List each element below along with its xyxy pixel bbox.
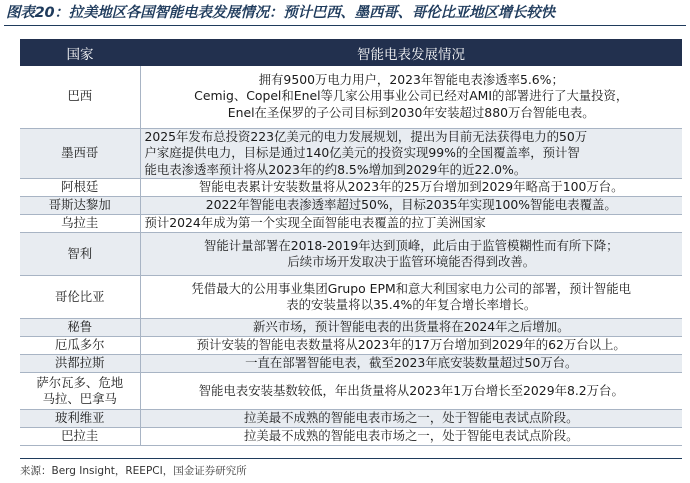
development-text-line: 凭借最大的公用事业集团Grupo EPM和意大利国家电力公司的部署，预计智能电	[191, 280, 632, 296]
title-divider	[4, 25, 686, 26]
country-cell	[20, 373, 140, 410]
development-cell	[140, 410, 682, 428]
country-name: 秘鲁	[67, 319, 93, 335]
table-row	[20, 233, 682, 276]
development-cell	[140, 215, 682, 233]
development-text-line: 预计安装的智能电表数量将从2023年的17万台增加到2029年的62万台以上。	[196, 337, 626, 353]
country-cell	[20, 66, 140, 128]
development-cell	[140, 276, 682, 319]
table-row	[20, 179, 682, 197]
table-body	[20, 66, 682, 446]
country-name: 洪都拉斯	[54, 355, 105, 371]
development-text-line: Enel在圣保罗的子公司目标到2030年安装超过880万台智能电表。	[227, 105, 595, 121]
table-row	[20, 66, 682, 128]
development-cell	[140, 128, 682, 179]
country-cell	[20, 319, 140, 337]
figure-title: 图表20：拉美地区各国智能电表发展情况：预计巴西、墨西哥、哥伦比亚地区增长较快	[6, 5, 555, 21]
development-cell	[140, 233, 682, 276]
country-name: 萨尔瓦多、危地	[36, 374, 124, 390]
table-header-row	[20, 39, 682, 66]
development-cell	[140, 355, 682, 373]
country-cell	[20, 215, 140, 233]
development-text-line: 表的安装量将以35.4%的年复合增长率增长。	[286, 297, 537, 313]
table-row	[20, 197, 682, 215]
smart-meter-table	[20, 39, 682, 446]
development-cell	[140, 197, 682, 215]
country-name: 阿根廷	[61, 179, 99, 195]
table-row	[20, 355, 682, 373]
development-text-line: Cemig、Copel和Enel等几家公用事业公司已经对AMI的部署进行了大量投资，	[194, 88, 629, 104]
table-row	[20, 373, 682, 410]
country-cell	[20, 410, 140, 428]
table-row	[20, 276, 682, 319]
table-row	[20, 128, 682, 179]
development-text-line: 智能电表累计安装数量将从2023年的25万台增加到2029年略高于100万台。	[198, 179, 624, 195]
country-cell	[20, 233, 140, 276]
country-name: 哥斯达黎加	[48, 197, 111, 213]
table-row	[20, 410, 682, 428]
development-cell	[140, 373, 682, 410]
country-name: 玻利维亚	[54, 410, 105, 426]
country-name: 墨西哥	[61, 145, 99, 161]
country-cell	[20, 128, 140, 179]
country-cell	[20, 276, 140, 319]
development-text-line: 2025年发布总投资223亿美元的电力发展规划，提出为目前无法获得电力的50万	[144, 128, 588, 144]
source-note: 来源：Berg Insight，REEPCI，国金证券研究所	[20, 465, 247, 477]
development-text-line: 拥有9500万电力用户，2023年智能电表渗透率5.6%；	[258, 71, 564, 87]
header-content: 智能电表发展情况	[140, 39, 682, 66]
country-name: 巴西	[67, 88, 93, 104]
country-cell	[20, 428, 140, 446]
bottom-divider	[20, 458, 682, 459]
country-name: 乌拉圭	[61, 215, 99, 231]
country-name: 厄瓜多尔	[54, 337, 105, 353]
development-cell	[140, 66, 682, 128]
development-cell	[140, 179, 682, 197]
development-cell	[140, 319, 682, 337]
development-text-line: 后续市场开发取决于监管环境能否得到改善。	[287, 254, 536, 270]
development-text-line: 预计2024年成为第一个实现全面智能电表覆盖的拉丁美洲国家	[144, 215, 486, 231]
header-country: 国家	[20, 39, 140, 66]
country-cell	[20, 197, 140, 215]
country-cell	[20, 355, 140, 373]
development-text-line: 拉美最不成熟的智能电表市场之一，处于智能电表试点阶段。	[243, 428, 579, 444]
table-row	[20, 337, 682, 355]
development-text-line: 户家庭提供电力，目标是通过140亿美元的投资实现99%的全国覆盖率，预计智	[144, 145, 580, 161]
table-row	[20, 215, 682, 233]
country-name: 巴拉圭	[61, 428, 99, 444]
development-text-line: 能电表渗透率预计将从2023年的约8.5%增加到2029年的近22.0%。	[144, 161, 527, 177]
country-name: 智利	[67, 245, 93, 261]
country-name: 马拉、巴拿马	[42, 391, 117, 407]
development-cell	[140, 428, 682, 446]
development-text-line: 智能计量部署在2018-2019年达到顶峰，此后由于监管模糊性而有所下降；	[204, 237, 619, 253]
development-text-line: 智能电表安装基数较低，年出货量将从2023年1万台增长至2029年8.2万台。	[198, 382, 624, 398]
development-text-line: 拉美最不成熟的智能电表市场之一，处于智能电表试点阶段。	[243, 410, 579, 426]
table-row	[20, 428, 682, 446]
country-cell	[20, 179, 140, 197]
country-cell	[20, 337, 140, 355]
table-row	[20, 319, 682, 337]
development-text-line: 2022年智能电表渗透率超过50%，目标2035年实现100%智能电表覆盖。	[205, 197, 617, 213]
development-text-line: 新兴市场，预计智能电表的出货量将在2024年之后增加。	[252, 319, 570, 335]
country-name: 哥伦比亚	[54, 288, 105, 304]
development-text-line: 一直在部署智能电表，截至2023年底安装数量超过50万台。	[245, 355, 578, 371]
development-cell	[140, 337, 682, 355]
